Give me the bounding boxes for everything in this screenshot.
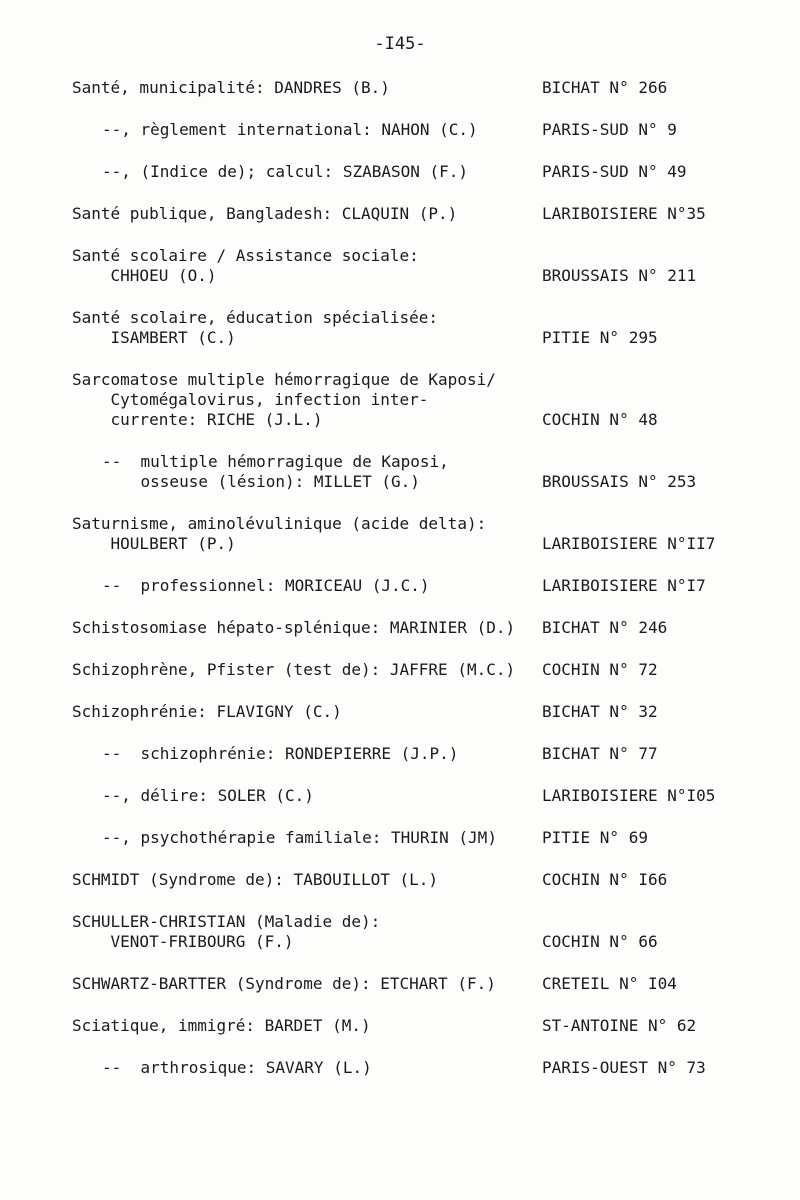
entry-source: BROUSSAIS N° 253 — [542, 472, 697, 491]
entry-subject-line: -- professionnel: MORICEAU (J.C.) — [102, 576, 430, 595]
entry-source: PITIE N° 295 — [542, 328, 658, 347]
entry-subject — [72, 204, 457, 224]
entry-subject-line: --, psychothérapie familiale: THURIN (JM) — [102, 828, 497, 847]
entry-subject-line: Sarcomatose multiple hémorragique de Kaposi/ — [72, 370, 496, 389]
index-entry — [72, 246, 732, 286]
entry-subject-line: Santé scolaire, éducation spécialisée: — [72, 308, 439, 327]
entry-subject — [72, 308, 438, 348]
entry-subject — [72, 828, 497, 848]
index-entry — [72, 78, 732, 98]
entry-subject — [72, 452, 449, 492]
index-entry — [72, 308, 732, 348]
index-entry — [72, 786, 732, 806]
index-entry — [72, 162, 732, 182]
entry-subject-line: VENOT-FRIBOURG (F.) — [72, 932, 294, 951]
entry-source: ST-ANTOINE N° 62 — [542, 1016, 697, 1035]
page-number: -I45- — [374, 34, 426, 54]
entry-source: PARIS-OUEST N° 73 — [542, 1058, 706, 1077]
index-entry — [72, 514, 732, 554]
entry-subject-line: --, règlement international: NAHON (C.) — [102, 120, 478, 139]
entry-subject — [72, 660, 515, 680]
entry-source: BICHAT N° 32 — [542, 702, 658, 721]
index-entry — [72, 870, 732, 890]
entry-subject — [72, 576, 430, 596]
entry-source: CRETEIL N° I04 — [542, 974, 677, 993]
index-entry — [72, 370, 732, 430]
entry-subject-line: Saturnisme, aminolévulinique (acide delta): — [72, 514, 487, 533]
entry-subject — [72, 514, 486, 554]
entry-subject — [72, 974, 496, 994]
entry-source: PARIS-SUD N° 9 — [542, 120, 677, 139]
entry-subject-line: Schistosomiase hépato-splénique: MARINIER (D.) — [72, 618, 516, 637]
entry-subject — [72, 870, 438, 890]
entry-subject — [72, 78, 390, 98]
entry-subject-line: SCHWARTZ-BARTTER (Syndrome de): ETCHART (F.) — [72, 974, 496, 993]
entry-subject — [72, 162, 468, 182]
entry-subject-line: --, (Indice de); calcul: SZABASON (F.) — [102, 162, 469, 181]
entry-subject — [72, 912, 380, 952]
entry-subject — [72, 246, 419, 286]
index-entry — [72, 828, 732, 848]
entry-subject-line: Cytomégalovirus, infection inter- — [72, 390, 429, 409]
entry-source: PITIE N° 69 — [542, 828, 648, 847]
entry-subject — [72, 1058, 372, 1078]
entry-source: COCHIN N° I66 — [542, 870, 668, 889]
entry-source: BICHAT N° 77 — [542, 744, 658, 763]
index-entry — [72, 1016, 732, 1036]
entry-subject — [72, 120, 478, 140]
index-entry — [72, 974, 732, 994]
entry-subject — [72, 370, 496, 430]
entry-source: LARIBOISIERE N°I7 — [542, 576, 706, 595]
entry-source: LARIBOISIERE N°35 — [542, 204, 706, 223]
entry-subject-line: --, délire: SOLER (C.) — [102, 786, 314, 805]
entry-subject — [72, 744, 458, 764]
entry-source: COCHIN N° 66 — [542, 932, 658, 951]
index-entry — [72, 702, 732, 722]
entry-source: BICHAT N° 246 — [542, 618, 668, 637]
index-entry — [72, 452, 732, 492]
entry-source: LARIBOISIERE N°II7 — [542, 534, 716, 553]
index-entry — [72, 576, 732, 596]
entry-subject-line: Santé publique, Bangladesh: CLAQUIN (P.) — [72, 204, 458, 223]
entry-subject-line: Santé, municipalité: DANDRES (B.) — [72, 78, 390, 97]
index-entry — [72, 618, 732, 638]
entry-subject-line: HOULBERT (P.) — [72, 534, 236, 553]
entry-subject-line: SCHMIDT (Syndrome de): TABOUILLOT (L.) — [72, 870, 439, 889]
entry-source: BROUSSAIS N° 211 — [542, 266, 697, 285]
entry-subject-line: -- arthrosique: SAVARY (L.) — [102, 1058, 372, 1077]
entry-subject — [72, 786, 314, 806]
index-entry — [72, 660, 732, 680]
entry-subject-line: currente: RICHE (J.L.) — [72, 410, 323, 429]
entry-source: COCHIN N° 72 — [542, 660, 658, 679]
entry-subject-line: Schizophrène, Pfister (test de): JAFFRE (M.C.) — [72, 660, 516, 679]
index-entry — [72, 1058, 732, 1078]
entry-subject — [72, 1016, 371, 1036]
entry-subject-line: -- schizophrénie: RONDEPIERRE (J.P.) — [102, 744, 459, 763]
index-entry — [72, 120, 732, 140]
entry-subject-line: CHHOEU (O.) — [72, 266, 217, 285]
entry-subject-line: Sciatique, immigré: BARDET (M.) — [72, 1016, 371, 1035]
index-entries — [72, 78, 732, 1100]
entry-subject-line: osseuse (lésion): MILLET (G.) — [102, 472, 420, 491]
entry-subject — [72, 702, 342, 722]
index-entry — [72, 204, 732, 224]
entry-subject-line: Santé scolaire / Assistance sociale: — [72, 246, 419, 265]
entry-subject — [72, 618, 515, 638]
entry-source: BICHAT N° 266 — [542, 78, 668, 97]
entry-subject-line: -- multiple hémorragique de Kaposi, — [102, 452, 449, 471]
index-entry — [72, 744, 732, 764]
index-entry — [72, 912, 732, 952]
entry-subject-line: Schizophrénie: FLAVIGNY (C.) — [72, 702, 342, 721]
entry-source: COCHIN N° 48 — [542, 410, 658, 429]
entry-subject-line: ISAMBERT (C.) — [72, 328, 236, 347]
entry-source: LARIBOISIERE N°I05 — [542, 786, 716, 805]
entry-subject-line: SCHULLER-CHRISTIAN (Maladie de): — [72, 912, 381, 931]
entry-source: PARIS-SUD N° 49 — [542, 162, 687, 181]
